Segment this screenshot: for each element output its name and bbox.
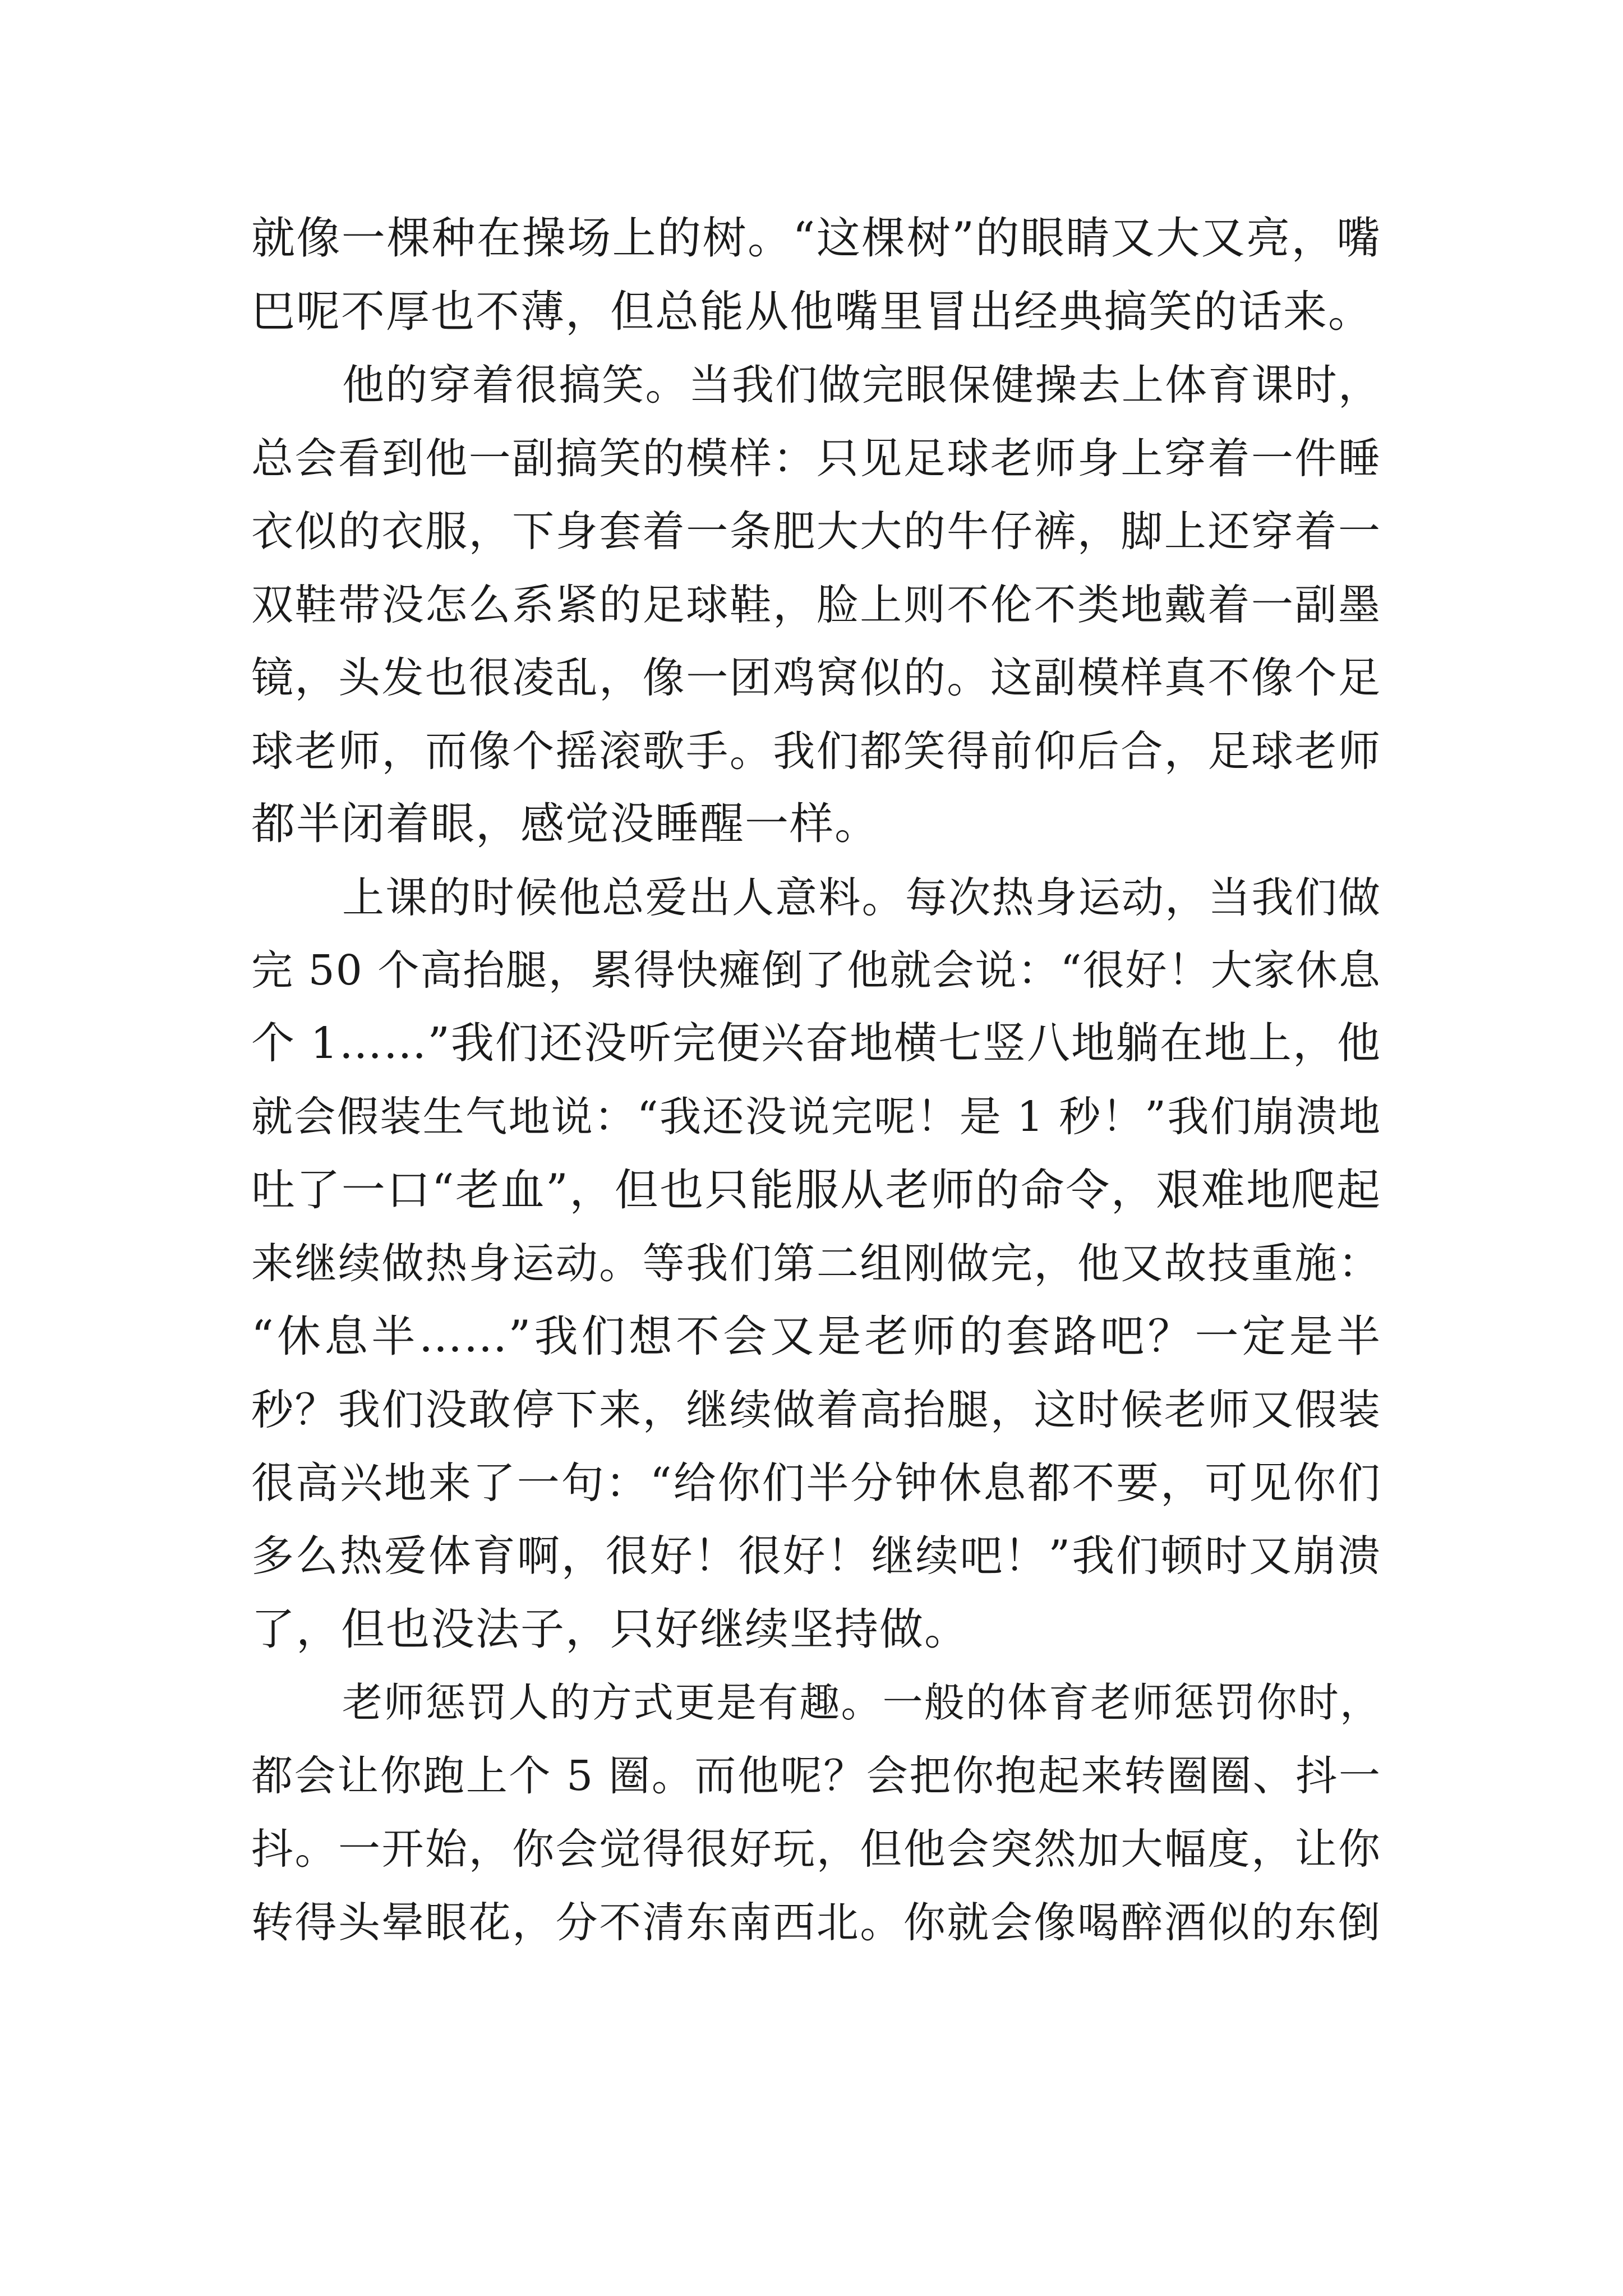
text-line: 就像一棵种在操场上的树。“这棵树”的眼睛又大又亮，嘴: [251, 213, 1381, 264]
text-line: 吐了一口“老血”，但也只能服从老师的命令，艰难地爬起: [251, 1165, 1381, 1216]
text-line: 转得头晕眼花，分不清东南西北。你就会像喝醉酒似的东倒: [251, 1897, 1381, 1947]
text-line: 个 1……”我们还没听完便兴奋地横七竖八地躺在地上，他: [251, 1018, 1381, 1069]
text-line: 都半闭着眼，感觉没睡醒一样。: [251, 799, 880, 849]
text-line: 都会让你跑上个 5 圈。而他呢？会把你抱起来转圈圈、抖一: [251, 1751, 1381, 1800]
article-body: [251, 202, 1381, 1959]
paragraph-first-line: 他的穿着很搞笑。当我们做完眼保健操去上体育课时，: [342, 360, 1381, 409]
text-line: 衣似的衣服，下身套着一条肥大大的牛仔裤，脚上还穿着一: [251, 507, 1381, 556]
text-line: 多么热爱体育啊，很好！很好！继续吧！”我们顿时又崩溃: [251, 1531, 1381, 1581]
text-line: 了，但也没法子，只好继续坚持做。: [251, 1604, 970, 1655]
text-line: 抖。一开始，你会觉得很好玩，但他会突然加大幅度，让你: [251, 1824, 1381, 1874]
text-line: 完 50 个高抬腿，累得快瘫倒了他就会说：“很好！大家休息: [251, 946, 1381, 995]
text-line: 很高兴地来了一句：“给你们半分钟休息都不要，可见你们: [251, 1457, 1381, 1508]
text-line: 总会看到他一副搞笑的模样：只见足球老师身上穿着一件睡: [251, 433, 1381, 483]
text-line: 秒？我们没敢停下来，继续做着高抬腿，这时候老师又假装: [251, 1385, 1381, 1434]
text-line: “休息半……”我们想不会又是老师的套路吧？一定是半: [251, 1311, 1381, 1362]
text-line: 就会假装生气地说：“我还没说完呢！是 1 秒！”我们崩溃地: [251, 1093, 1381, 1141]
paragraph-first-line: 上课的时候他总爱出人意料。每次热身运动，当我们做: [342, 872, 1381, 922]
text-line: 巴呢不厚也不薄，但总能从他嘴里冒出经典搞笑的话来。: [251, 286, 1373, 337]
text-line: 球老师，而像个摇滚歌手。我们都笑得前仰后合，足球老师: [251, 726, 1381, 776]
text-line: 镜，头发也很凌乱，像一团鸡窝似的。这副模样真不像个足: [251, 653, 1381, 702]
text-line: 双鞋带没怎么系紧的足球鞋，脸上则不伦不类地戴着一副墨: [251, 579, 1381, 629]
text-line: 来继续做热身运动。等我们第二组刚做完，他又故技重施：: [251, 1239, 1381, 1288]
paragraph-first-line: 老师惩罚人的方式更是有趣。一般的体育老师惩罚你时，: [342, 1679, 1381, 1726]
